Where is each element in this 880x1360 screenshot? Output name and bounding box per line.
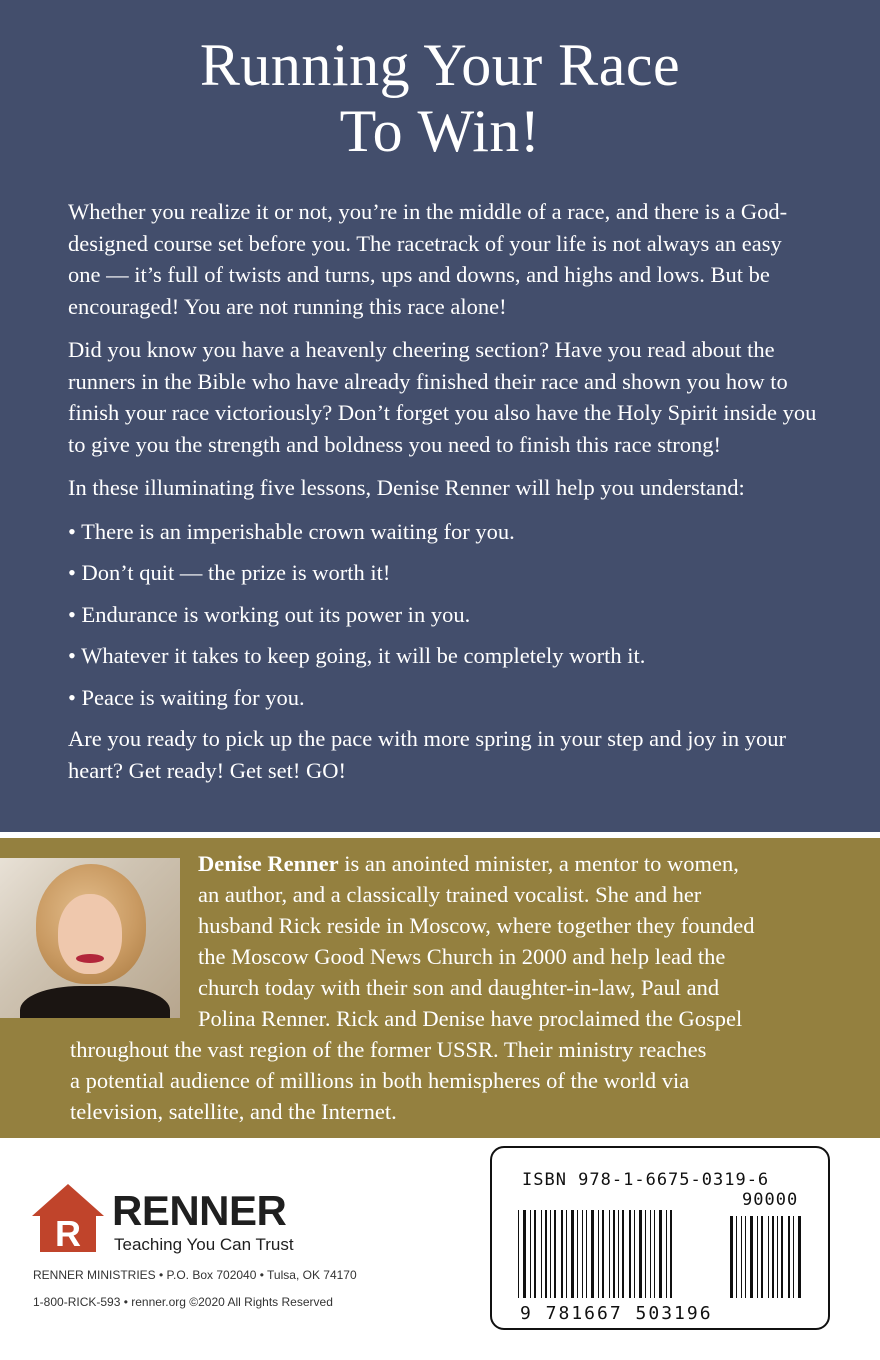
bio-line: throughout the vast region of the former USSR. Their ministry reaches bbox=[70, 1037, 707, 1062]
lesson-bullet: • There is an imperishable crown waiting for you. bbox=[68, 518, 515, 544]
description-paragraph: In these illuminating five lessons, Denise Renner will help you understand: bbox=[68, 475, 745, 500]
bio-line: the Moscow Good News Church in 2000 and help lead the bbox=[198, 944, 726, 969]
addon-bar bbox=[745, 1216, 746, 1298]
barcode-bar bbox=[534, 1210, 536, 1298]
barcode-bar bbox=[566, 1210, 567, 1298]
renner-logo bbox=[32, 1184, 292, 1254]
barcode-bar bbox=[586, 1210, 587, 1298]
barcode-bar bbox=[554, 1210, 556, 1298]
barcode-bar bbox=[609, 1210, 610, 1298]
barcode-bar bbox=[598, 1210, 599, 1298]
addon-bar bbox=[777, 1216, 778, 1298]
brand-name: RENNER bbox=[112, 1187, 287, 1234]
logo-letter: R bbox=[55, 1213, 81, 1252]
barcode-bar bbox=[541, 1210, 542, 1298]
author-name: Denise Renner bbox=[198, 851, 339, 876]
bio-line: television, satellite, and the Internet. bbox=[70, 1099, 397, 1124]
barcode-bar bbox=[582, 1210, 583, 1298]
barcode-bar bbox=[650, 1210, 651, 1298]
lesson-bullet: • Endurance is working out its power in you. bbox=[68, 601, 471, 627]
addon-bar bbox=[757, 1216, 758, 1298]
lesson-bullet: • Whatever it takes to keep going, it will be completely worth it. bbox=[68, 643, 646, 668]
addon-bar bbox=[793, 1216, 794, 1298]
barcode-bar bbox=[659, 1210, 662, 1298]
barcode-bar bbox=[602, 1210, 604, 1298]
barcode-bar bbox=[523, 1210, 526, 1298]
addon-bar bbox=[736, 1216, 737, 1298]
barcode-bar bbox=[618, 1210, 619, 1298]
description-paragraph: Whether you realize it or not, you’re in the middle of a race, and there is a God-designed course set before you. The racetrack of your life is not always an easy one — it’s full of twists and turns, ups and downs, and highs and lows. But be encouraged! You are not running this race alone! bbox=[68, 199, 788, 319]
description-paragraph: Did you know you have a heavenly cheering section? Have you read about the runners in the Bible who have already finished their race and shown you how to finish your race victoriously? Don’t forget you also have the Holy Spirit inside you to give you the strength and boldness you need to finish this race strong! bbox=[68, 337, 817, 457]
barcode-bar bbox=[654, 1210, 655, 1298]
barcode-bar bbox=[571, 1210, 574, 1298]
addon-bar bbox=[761, 1216, 763, 1298]
closing-paragraph: Are you ready to pick up the pace with more spring in your step and joy in your heart? Get ready! Get set! GO! bbox=[68, 726, 786, 783]
barcode-bar bbox=[613, 1210, 615, 1298]
barcode-bar bbox=[645, 1210, 646, 1298]
book-title-line1: Running Your Race bbox=[199, 32, 681, 98]
publisher-address: RENNER MINISTRIES • P.O. Box 702040 • Tulsa, OK 74170 bbox=[33, 1268, 357, 1282]
author-photo bbox=[0, 858, 180, 1018]
addon-bar bbox=[798, 1216, 801, 1298]
barcode-bar bbox=[622, 1210, 624, 1298]
barcode-bar bbox=[518, 1210, 519, 1298]
book-title-line2: To Win! bbox=[339, 98, 541, 164]
bio-line: church today with their son and daughter-in-law, Paul and bbox=[198, 975, 720, 1000]
barcode-bar bbox=[577, 1210, 578, 1298]
barcode-bar bbox=[666, 1210, 667, 1298]
book-title bbox=[0, 32, 880, 164]
author-bio-panel bbox=[0, 838, 880, 1138]
bio-line: Polina Renner. Rick and Denise have proclaimed the Gospel bbox=[198, 1006, 743, 1031]
lesson-bullet: • Don’t quit — the prize is worth it! bbox=[68, 560, 391, 585]
barcode-bar bbox=[550, 1210, 551, 1298]
description bbox=[68, 196, 818, 798]
barcode-bars bbox=[512, 1210, 812, 1302]
house-logo-icon bbox=[32, 1184, 104, 1252]
bio-line: an author, and a classically trained vocalist. She and her bbox=[198, 882, 702, 907]
addon-bar bbox=[788, 1216, 790, 1298]
barcode-box bbox=[490, 1146, 830, 1330]
addon-bar bbox=[741, 1216, 742, 1298]
bio-line: Denise Renner is an anointed minister, a mentor to women, bbox=[198, 851, 739, 876]
barcode-bar bbox=[639, 1210, 642, 1298]
price-code: 90000 bbox=[742, 1190, 799, 1210]
barcode-bar bbox=[629, 1210, 631, 1298]
addon-bar bbox=[750, 1216, 753, 1298]
barcode-bar bbox=[561, 1210, 563, 1298]
lesson-bullet: • Peace is waiting for you. bbox=[68, 684, 305, 710]
barcode-bar bbox=[591, 1210, 594, 1298]
barcode-bar bbox=[634, 1210, 635, 1298]
barcode-bar bbox=[545, 1210, 547, 1298]
barcode-bar bbox=[670, 1210, 672, 1298]
bio-line: a potential audience of millions in both hemispheres of the world via bbox=[70, 1068, 690, 1093]
publisher-panel bbox=[0, 1138, 880, 1360]
brand-tagline: Teaching You Can Trust bbox=[114, 1235, 294, 1254]
addon-bar bbox=[781, 1216, 783, 1298]
publisher-contact: 1-800-RICK-593 • renner.org ©2020 All Rights Reserved bbox=[33, 1295, 333, 1309]
isbn-label: ISBN 978-1-6675-0319-6 bbox=[522, 1170, 770, 1190]
bio-line: husband Rick reside in Moscow, where together they founded bbox=[198, 913, 755, 938]
addon-bar bbox=[768, 1216, 769, 1298]
addon-bar bbox=[772, 1216, 774, 1298]
barcode-bar bbox=[530, 1210, 531, 1298]
ean-digits: 9 781667 503196 bbox=[520, 1303, 713, 1324]
addon-bar bbox=[730, 1216, 733, 1298]
